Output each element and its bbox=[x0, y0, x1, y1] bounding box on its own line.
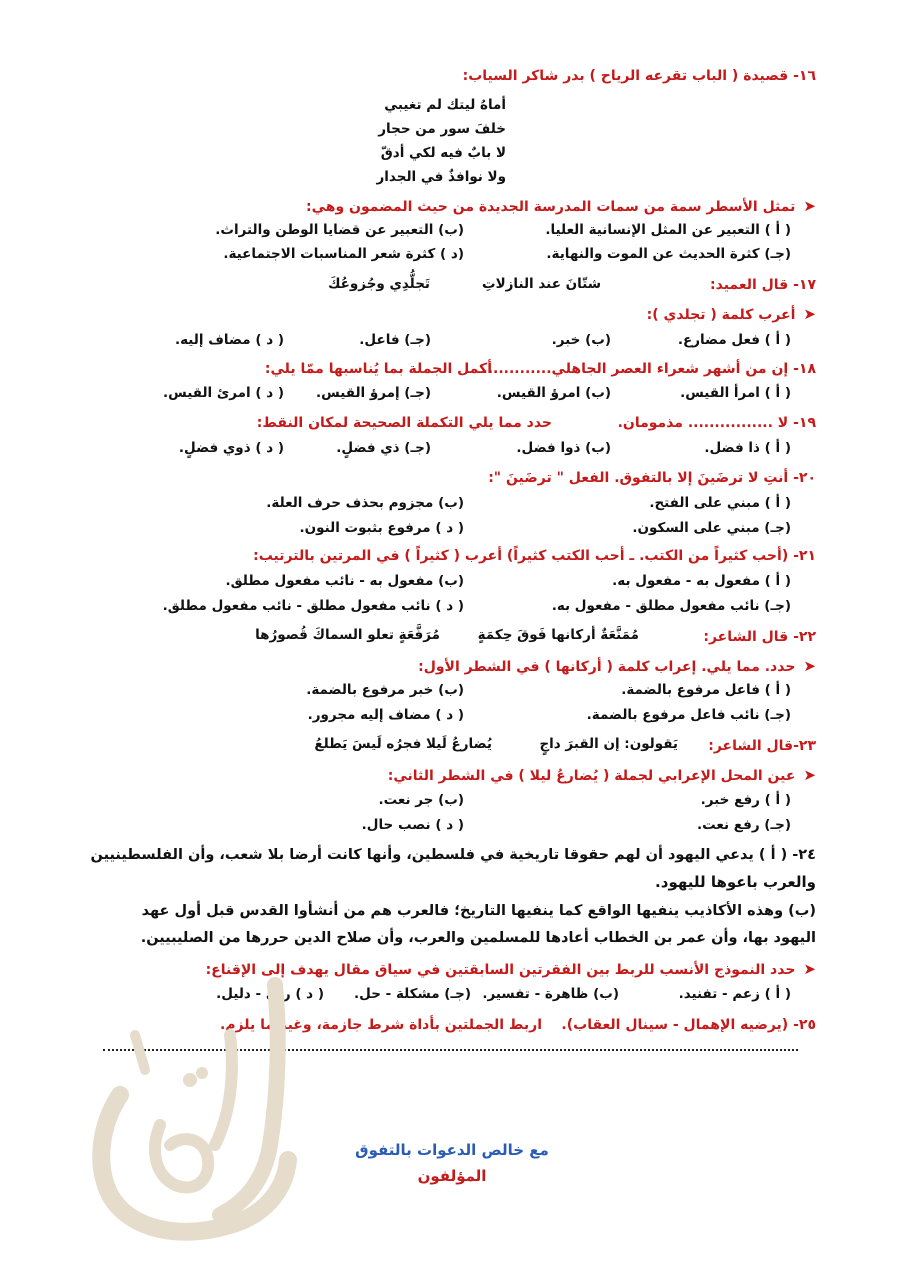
arrow-icon: ➤ bbox=[803, 197, 816, 215]
q23-option-a[interactable]: ( أ ) رفع خبر. bbox=[700, 792, 791, 808]
q24-prompt-text: حدد النموذج الأنسب للربط بين الفقرتين السابقتين في سياق مقال يهدف إلى الإقناع: bbox=[205, 962, 796, 978]
q24-option-c[interactable]: (جـ) مشكلة - حل. bbox=[354, 986, 471, 1002]
q21-header: ٢١- (أحب كثيراً من الكتب. ـ أحب الكتب كثيراً) أعرب ( كثيراً ) في المرتين بالترتيب: bbox=[253, 548, 816, 564]
arrow-icon: ➤ bbox=[803, 657, 816, 675]
q24-option-d[interactable]: ( د ) رأي - دليل. bbox=[216, 986, 324, 1002]
q19-option-b[interactable]: (ب) ذوا فضل. bbox=[516, 440, 611, 456]
q23-verse-left: يُضارعُ لَيلا فجرُه لَيسَ يَطلعُ bbox=[314, 736, 492, 752]
q18-option-d[interactable]: ( د ) امرئ القيس. bbox=[163, 385, 284, 401]
q23-verse-right: يَقولون: إن القبرَ داجٍ bbox=[539, 736, 678, 752]
q24-paragraph-b-line2: اليهود بها، وأن عمر بن الخطاب أعادها للمسلمين والعرب، وأن صلاح الدين حررها من الصليبيين. bbox=[140, 930, 816, 946]
q17-option-b[interactable]: (ب) خبر. bbox=[551, 332, 611, 348]
q22-prompt bbox=[418, 657, 816, 677]
q23-prompt-text: عين المحل الإعرابي لجملة ( يُضارعُ ليلا ) في الشطر الثاني: bbox=[387, 768, 796, 784]
q18-option-c[interactable]: (جـ) إمرؤ القيس. bbox=[316, 385, 431, 401]
q17-prompt-text: أعرب كلمة ( تجلدي ): bbox=[646, 307, 796, 323]
q16-verse-4: ولا نوافذٌ في الجدار bbox=[376, 169, 506, 185]
arrow-icon: ➤ bbox=[803, 766, 816, 784]
q18-option-b[interactable]: (ب) امرؤ القيس. bbox=[496, 385, 611, 401]
q19-option-c[interactable]: (جـ) ذي فضلٍ. bbox=[336, 440, 431, 456]
q16-option-c[interactable]: (جـ) كثرة الحديث عن الموت والنهاية. bbox=[546, 246, 791, 262]
q20-option-c[interactable]: (جـ) مبني على السكون. bbox=[632, 520, 791, 536]
q18-header-a: ١٨- إن من أشهر شعراء العصر الجاهلي............. bbox=[482, 361, 816, 377]
q17-option-c[interactable]: (جـ) فاعل. bbox=[359, 332, 431, 348]
q16-verse-1: أماهُ ليتك لم تغيبي bbox=[384, 97, 506, 113]
q23-option-b[interactable]: (ب) جر نعت. bbox=[378, 792, 464, 808]
calligraphy-watermark-icon bbox=[80, 975, 305, 1250]
q17-verse-left: تَجلُّدِي وجُزوعُكَ bbox=[328, 276, 430, 292]
q22-label: ٢٢- قال الشاعر: bbox=[703, 629, 816, 645]
q20-option-b[interactable]: (ب) مجزوم بحذف حرف العلة. bbox=[266, 495, 464, 511]
q16-verse-2: خلفَ سور من حجار bbox=[378, 121, 506, 137]
q21-option-b[interactable]: (ب) مفعول به - نائب مفعول مطلق. bbox=[225, 573, 464, 589]
q24-option-a[interactable]: ( أ ) زعم - تفنيد. bbox=[678, 986, 791, 1002]
q18-option-a[interactable]: ( أ ) امرأ القيس. bbox=[680, 385, 791, 401]
q16-option-b[interactable]: (ب) التعبير عن قضايا الوطن والتراث. bbox=[215, 222, 464, 238]
q22-option-a[interactable]: ( أ ) فاعل مرفوع بالضمة. bbox=[621, 682, 791, 698]
q23-label: ٢٣-قال الشاعر: bbox=[708, 738, 816, 754]
q20-option-d[interactable]: ( د ) مرفوع بثبوت النون. bbox=[299, 520, 464, 536]
q19-header-a: ١٩- لا ................ مذمومان. bbox=[617, 415, 816, 431]
q22-verse-right: مُمَنَّعَةٌ أركانها فَوقَ حِكمَةٍ bbox=[477, 627, 639, 643]
q16-verse-3: لا بابٌ فيه لكي أدقّ bbox=[380, 145, 506, 161]
q20-option-a[interactable]: ( أ ) مبني على الفتح. bbox=[649, 495, 791, 511]
q18-header-b: أكمل الجملة بما يُناسبها ممّا يلي: bbox=[264, 361, 492, 377]
q23-option-d[interactable]: ( د ) نصب حال. bbox=[361, 817, 464, 833]
q16-prompt bbox=[306, 197, 816, 217]
q25-header-b: اربط الجملتين بأداة شرط جازمة، وغير ما يلزم. bbox=[219, 1017, 542, 1033]
q22-verse-left: مُرَفَّعَةٍ تعلو السماكَ قُصورُها bbox=[255, 627, 440, 643]
q16-option-d[interactable]: (د ) كثرة شعر المناسبات الاجتماعية. bbox=[223, 246, 464, 262]
q22-option-d[interactable]: ( د ) مضاف إليه مجرور. bbox=[307, 707, 464, 723]
q22-option-b[interactable]: (ب) خبر مرفوع بالضمة. bbox=[306, 682, 464, 698]
q17-prompt bbox=[647, 305, 816, 325]
q24-option-b[interactable]: (ب) ظاهرة - تفسير. bbox=[482, 986, 619, 1002]
q17-option-d[interactable]: ( د ) مضاف إليه. bbox=[174, 332, 284, 348]
footer-authors: المؤلفون bbox=[417, 1167, 487, 1185]
q17-verse-right: شتّانَ عند النازلاتِ bbox=[482, 276, 601, 292]
q17-label: ١٧- قال العميد: bbox=[710, 277, 816, 293]
q23-option-c[interactable]: (جـ) رفع نعت. bbox=[696, 817, 791, 833]
q16-header: ١٦- قصيدة ( الباب تقرعه الرياح ) بدر شاكر السياب: bbox=[462, 68, 816, 84]
q24-paragraph-a-line2: والعرب باعوها لليهود. bbox=[655, 873, 816, 891]
q21-option-d[interactable]: ( د ) نائب مفعول مطلق - نائب مفعول مطلق. bbox=[162, 598, 464, 614]
q19-header-b: حدد مما يلي التكملة الصحيحة لمكان النقط: bbox=[256, 415, 552, 431]
arrow-icon: ➤ bbox=[803, 305, 816, 323]
q24-paragraph-b-line1: (ب) وهذه الأكاذيب ينفيها الواقع كما ينفيها التاريخ؛ فالعرب هم من أنشأوا القدس قبل أول عهد bbox=[141, 903, 816, 919]
q20-header: ٢٠- أنتِ لا ترضَينَ إلا بالتفوق. الفعل " ترضَينَ ": bbox=[488, 470, 816, 486]
q17-option-a[interactable]: ( أ ) فعل مضارع. bbox=[677, 332, 791, 348]
footer-wishes: مع خالص الدعوات بالتفوق bbox=[355, 1141, 549, 1159]
q24-paragraph-a-line1: ٢٤- ( أ ) يدعي اليهود أن لهم حقوقا تاريخية في فلسطين، وأنها كانت أرضا بلا شعب، وأن الفلسطينيين bbox=[90, 847, 816, 863]
q23-prompt bbox=[388, 766, 816, 786]
q16-option-a[interactable]: ( أ ) التعبير عن المثل الإنسانية العليا. bbox=[545, 222, 791, 238]
q21-option-a[interactable]: ( أ ) مفعول به - مفعول به. bbox=[612, 573, 791, 589]
q22-prompt-text: حدد. مما يلي. إعراب كلمة ( أركانها ) في الشطر الأول: bbox=[418, 659, 796, 675]
q25-header-a: ٢٥- (يرضيه الإهمال - سينال العقاب). bbox=[561, 1017, 816, 1033]
q19-option-a[interactable]: ( أ ) ذا فضل. bbox=[704, 440, 791, 456]
q22-option-c[interactable]: (جـ) نائب فاعل مرفوع بالضمة. bbox=[586, 707, 791, 723]
q16-prompt-text: تمثل الأسطر سمة من سمات المدرسة الجديدة من حيث المضمون وهي: bbox=[306, 199, 796, 215]
q19-option-d[interactable]: ( د ) ذوي فضلٍ. bbox=[178, 440, 284, 456]
q21-option-c[interactable]: (جـ) نائب مفعول مطلق - مفعول به. bbox=[551, 598, 791, 614]
arrow-icon: ➤ bbox=[803, 960, 816, 978]
